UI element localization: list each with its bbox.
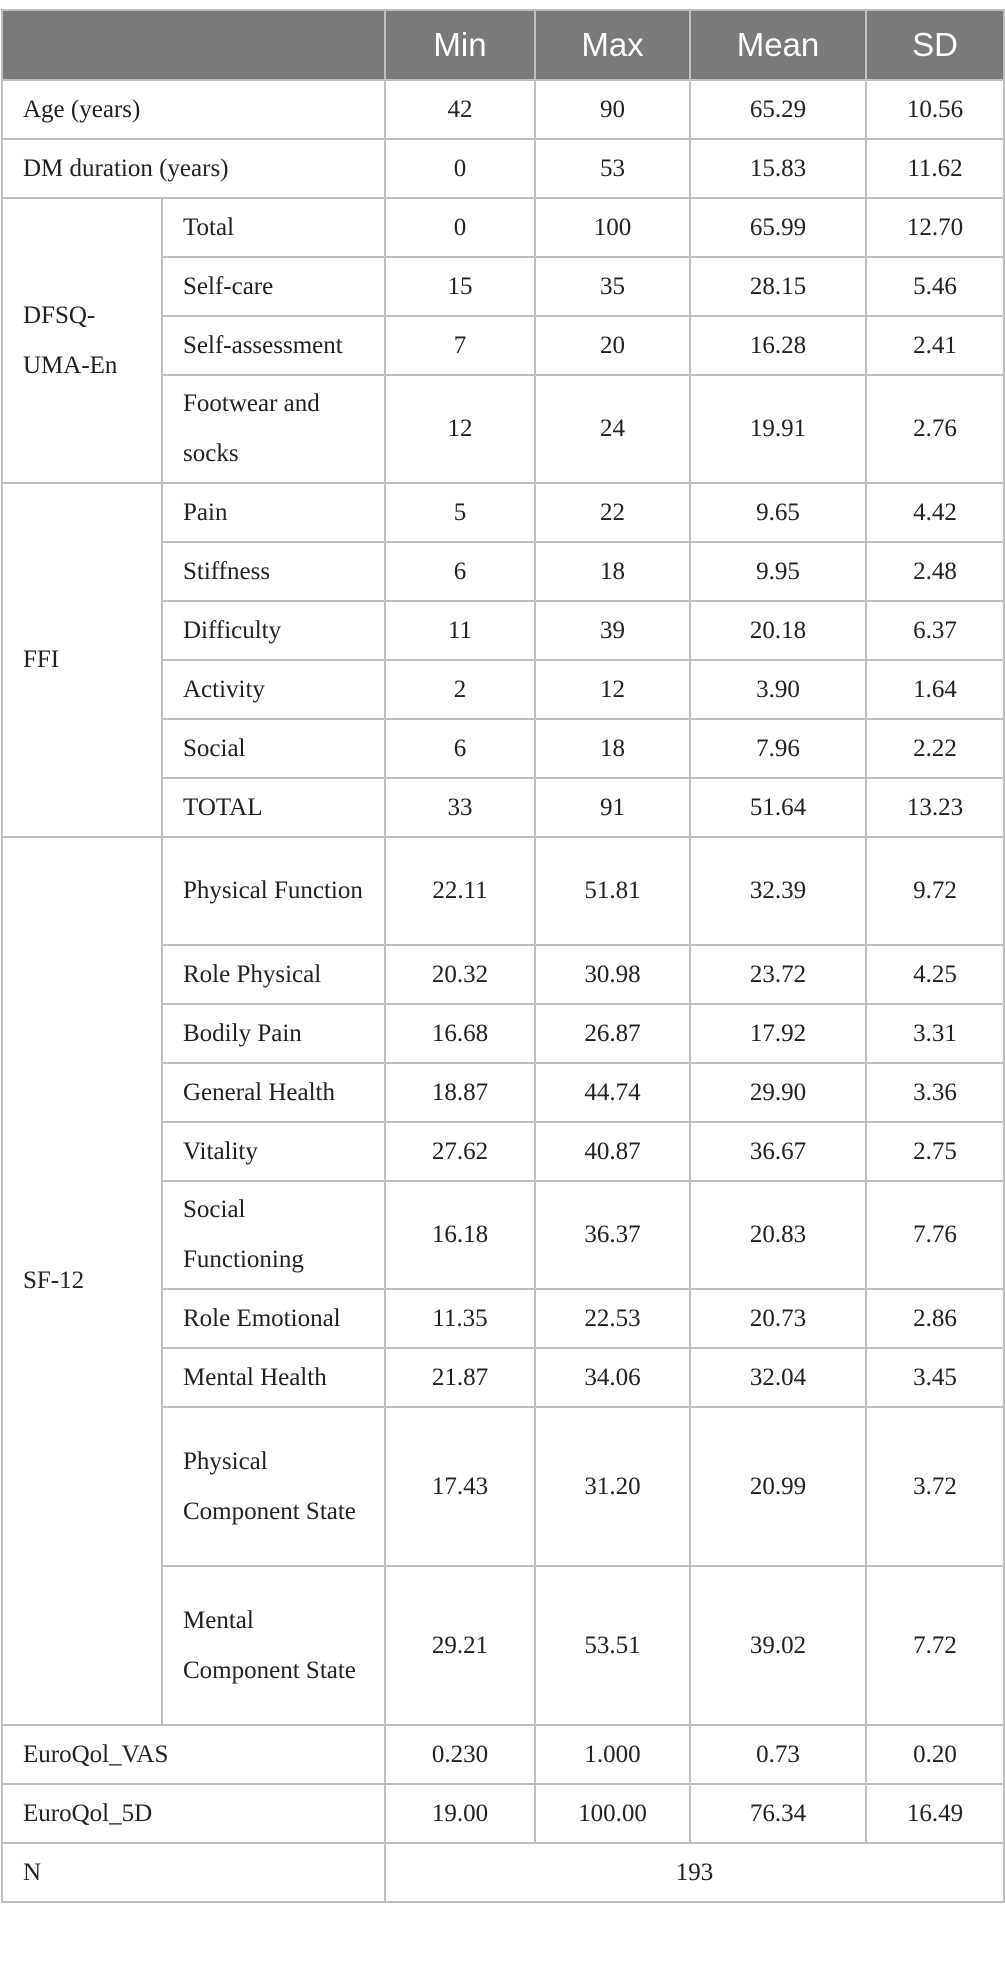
- cell-max: 20: [535, 316, 690, 375]
- row-label: Social: [162, 719, 385, 778]
- row-label: TOTAL: [162, 778, 385, 837]
- cell-mean: 20.83: [690, 1181, 866, 1289]
- cell-mean: 9.65: [690, 483, 866, 542]
- cell-min: 5: [385, 483, 535, 542]
- cell-max: 12: [535, 660, 690, 719]
- row-label: EuroQol_VAS: [2, 1725, 385, 1784]
- cell-max: 91: [535, 778, 690, 837]
- cell-min: 22.11: [385, 837, 535, 945]
- cell-mean: 19.91: [690, 375, 866, 483]
- cell-max: 39: [535, 601, 690, 660]
- cell-max: 26.87: [535, 1004, 690, 1063]
- cell-max: 53.51: [535, 1566, 690, 1725]
- cell-sd: 2.41: [866, 316, 1004, 375]
- table-row: [2, 80, 1004, 139]
- cell-mean: 65.29: [690, 80, 866, 139]
- cell-max: 22.53: [535, 1289, 690, 1348]
- row-label: Self-assessment: [162, 316, 385, 375]
- cell-min: 21.87: [385, 1348, 535, 1407]
- cell-sd: 2.22: [866, 719, 1004, 778]
- cell-mean: 3.90: [690, 660, 866, 719]
- row-label: N: [2, 1843, 385, 1902]
- table-row: [2, 198, 1004, 257]
- cell-max: 90: [535, 80, 690, 139]
- cell-min: 11.35: [385, 1289, 535, 1348]
- cell-mean: 15.83: [690, 139, 866, 198]
- cell-max: 36.37: [535, 1181, 690, 1289]
- cell-sd: 10.56: [866, 80, 1004, 139]
- row-label: Social Functioning: [162, 1181, 385, 1289]
- cell-sd: 4.42: [866, 483, 1004, 542]
- cell-sd: 2.75: [866, 1122, 1004, 1181]
- row-label: DM duration (years): [2, 139, 385, 198]
- row-label: General Health: [162, 1063, 385, 1122]
- cell-mean: 20.99: [690, 1407, 866, 1566]
- cell-min: 29.21: [385, 1566, 535, 1725]
- table-row: [2, 483, 1004, 542]
- cell-mean: 0.73: [690, 1725, 866, 1784]
- cell-min: 2: [385, 660, 535, 719]
- cell-sd: 7.72: [866, 1566, 1004, 1725]
- cell-sd: 6.37: [866, 601, 1004, 660]
- cell-sd: 2.86: [866, 1289, 1004, 1348]
- group-label-sf12: SF-12: [2, 837, 162, 1725]
- header-mean: Mean: [690, 10, 866, 80]
- cell-min: 6: [385, 542, 535, 601]
- cell-mean: 7.96: [690, 719, 866, 778]
- row-label: Bodily Pain: [162, 1004, 385, 1063]
- cell-mean: 9.95: [690, 542, 866, 601]
- row-label: Role Physical: [162, 945, 385, 1004]
- row-label: Vitality: [162, 1122, 385, 1181]
- cell-min: 20.32: [385, 945, 535, 1004]
- row-label: Age (years): [2, 80, 385, 139]
- cell-max: 35: [535, 257, 690, 316]
- cell-max: 40.87: [535, 1122, 690, 1181]
- cell-mean: 16.28: [690, 316, 866, 375]
- cell-mean: 51.64: [690, 778, 866, 837]
- cell-sd: 3.31: [866, 1004, 1004, 1063]
- cell-min: 11: [385, 601, 535, 660]
- cell-sd: 2.76: [866, 375, 1004, 483]
- header-row: [2, 10, 1004, 80]
- cell-max: 100: [535, 198, 690, 257]
- cell-min: 18.87: [385, 1063, 535, 1122]
- cell-max: 22: [535, 483, 690, 542]
- cell-sd: 3.36: [866, 1063, 1004, 1122]
- cell-min: 16.18: [385, 1181, 535, 1289]
- row-label: Physical Function: [162, 837, 385, 945]
- cell-mean: 65.99: [690, 198, 866, 257]
- cell-max: 24: [535, 375, 690, 483]
- cell-mean: 28.15: [690, 257, 866, 316]
- cell-min: 19.00: [385, 1784, 535, 1843]
- cell-sd: 4.25: [866, 945, 1004, 1004]
- cell-mean: 36.67: [690, 1122, 866, 1181]
- cell-sample-size: 193: [385, 1843, 1004, 1902]
- cell-sd: 2.48: [866, 542, 1004, 601]
- cell-mean: 32.04: [690, 1348, 866, 1407]
- cell-mean: 23.72: [690, 945, 866, 1004]
- cell-sd: 7.76: [866, 1181, 1004, 1289]
- cell-min: 17.43: [385, 1407, 535, 1566]
- table-row: [2, 1725, 1004, 1784]
- table-row: [2, 837, 1004, 945]
- cell-mean: 17.92: [690, 1004, 866, 1063]
- cell-min: 12: [385, 375, 535, 483]
- cell-max: 18: [535, 542, 690, 601]
- cell-mean: 32.39: [690, 837, 866, 945]
- cell-min: 27.62: [385, 1122, 535, 1181]
- header-max: Max: [535, 10, 690, 80]
- cell-sd: 1.64: [866, 660, 1004, 719]
- header-corner: [2, 10, 385, 80]
- cell-mean: 20.73: [690, 1289, 866, 1348]
- cell-sd: 0.20: [866, 1725, 1004, 1784]
- cell-sd: 11.62: [866, 139, 1004, 198]
- row-label: Role Emotional: [162, 1289, 385, 1348]
- row-label: Total: [162, 198, 385, 257]
- row-label: Mental Health: [162, 1348, 385, 1407]
- row-label: Activity: [162, 660, 385, 719]
- cell-max: 1.000: [535, 1725, 690, 1784]
- row-label: EuroQol_5D: [2, 1784, 385, 1843]
- cell-min: 15: [385, 257, 535, 316]
- cell-sd: 9.72: [866, 837, 1004, 945]
- cell-min: 0: [385, 139, 535, 198]
- row-label: Difficulty: [162, 601, 385, 660]
- cell-max: 30.98: [535, 945, 690, 1004]
- table-row: [2, 139, 1004, 198]
- cell-max: 51.81: [535, 837, 690, 945]
- cell-sd: 5.46: [866, 257, 1004, 316]
- cell-mean: 76.34: [690, 1784, 866, 1843]
- cell-max: 44.74: [535, 1063, 690, 1122]
- group-label-dfsq: DFSQ-UMA-En: [2, 198, 162, 483]
- cell-sd: 13.23: [866, 778, 1004, 837]
- cell-min: 7: [385, 316, 535, 375]
- cell-min: 42: [385, 80, 535, 139]
- cell-mean: 20.18: [690, 601, 866, 660]
- cell-max: 18: [535, 719, 690, 778]
- cell-max: 100.00: [535, 1784, 690, 1843]
- row-label: Physical Component State: [162, 1407, 385, 1566]
- cell-sd: 3.72: [866, 1407, 1004, 1566]
- group-label-ffi: FFI: [2, 483, 162, 837]
- row-label: Stiffness: [162, 542, 385, 601]
- header-sd: SD: [866, 10, 1004, 80]
- cell-min: 0: [385, 198, 535, 257]
- cell-max: 31.20: [535, 1407, 690, 1566]
- cell-min: 0.230: [385, 1725, 535, 1784]
- cell-max: 53: [535, 139, 690, 198]
- row-label: Pain: [162, 483, 385, 542]
- row-label: Footwear and socks: [162, 375, 385, 483]
- cell-sd: 3.45: [866, 1348, 1004, 1407]
- cell-max: 34.06: [535, 1348, 690, 1407]
- cell-min: 16.68: [385, 1004, 535, 1063]
- cell-sd: 16.49: [866, 1784, 1004, 1843]
- row-label: Self-care: [162, 257, 385, 316]
- cell-min: 6: [385, 719, 535, 778]
- table-row: [2, 1784, 1004, 1843]
- cell-sd: 12.70: [866, 198, 1004, 257]
- header-min: Min: [385, 10, 535, 80]
- cell-min: 33: [385, 778, 535, 837]
- cell-mean: 39.02: [690, 1566, 866, 1725]
- cell-mean: 29.90: [690, 1063, 866, 1122]
- table-row: [2, 1843, 1004, 1902]
- row-label: Mental Component State: [162, 1566, 385, 1725]
- descriptive-statistics-table: [1, 9, 1005, 1903]
